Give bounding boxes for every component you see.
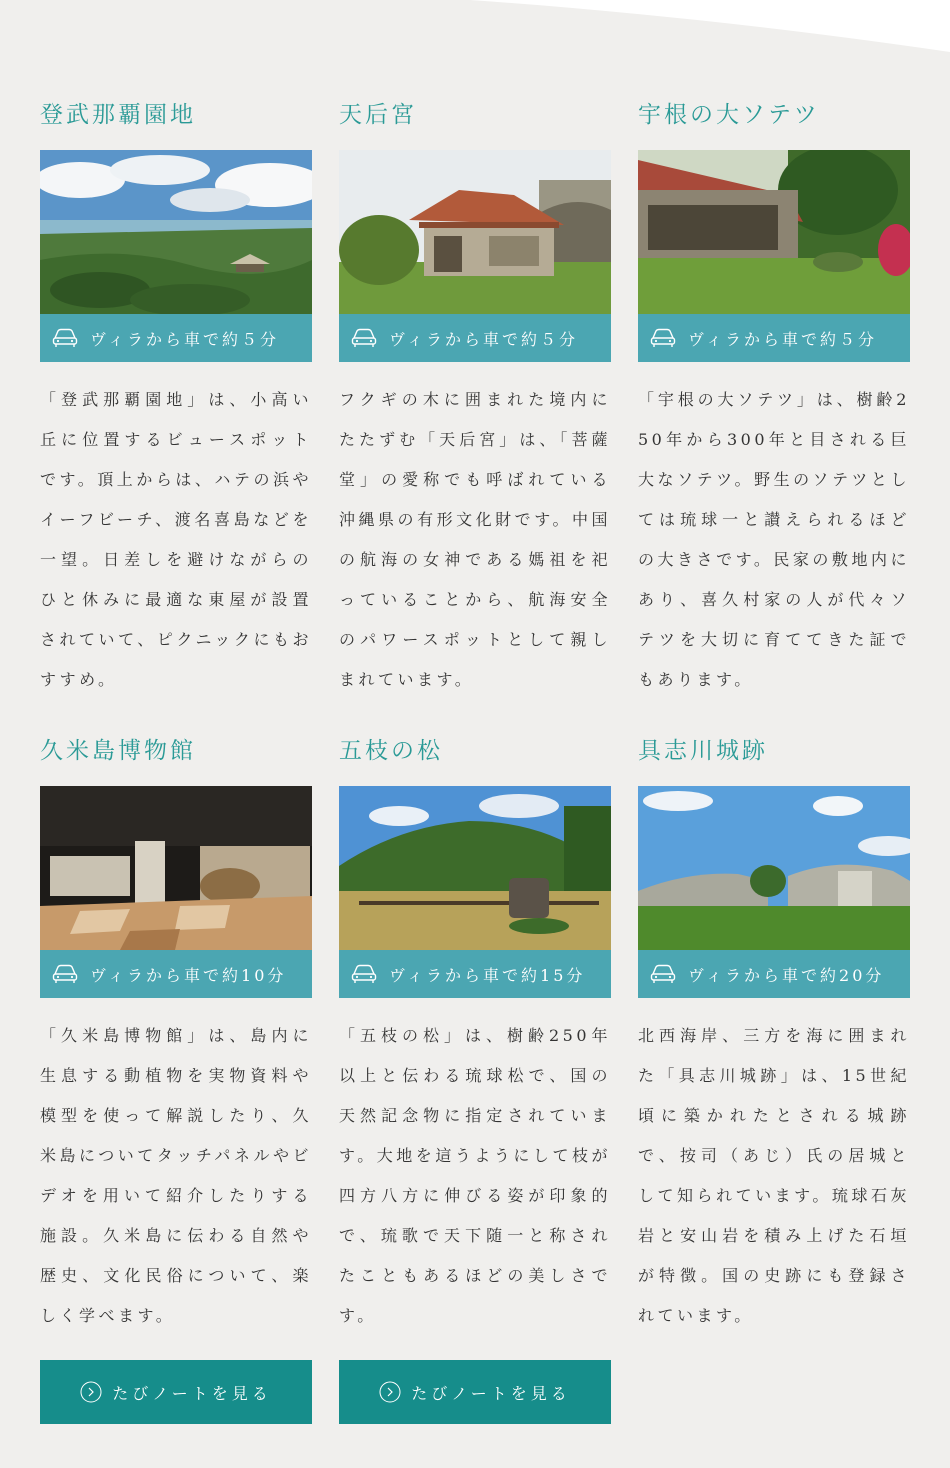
car-icon [650, 964, 676, 984]
spot-title: 天后宮 [339, 102, 417, 128]
spot-title: 久米島博物館 [40, 738, 196, 764]
hilltop-view-photo [40, 150, 312, 314]
spot-description: 北西海岸、三方を海に囲まれた「具志川城跡」は、15世紀頃に築かれたとされる城跡で、按司（あじ）氏の居城として知られています。琉球石灰岩と安山岩を積み上げた石垣が特徴。国の史跡にも登録されています。 [638, 1026, 910, 1325]
old-house-photo [638, 150, 910, 314]
spot-photo [339, 786, 611, 998]
button-label: たびノートを見る [411, 1383, 571, 1403]
access-text: ヴィラから車で約５分 [688, 329, 878, 349]
castle-ruins-photo [638, 786, 910, 950]
car-icon [351, 328, 377, 348]
view-travel-note-button[interactable] [40, 1360, 312, 1424]
access-text: ヴィラから車で約20分 [688, 965, 885, 985]
museum-photo [40, 786, 312, 950]
spot-description: 「久米島博物館」は、島内に生息する動植物を実物資料や模型を使って解説したり、久米島についてタッチパネルやビデオを用いて紹介したりする施設。久米島に伝わる自然や歴史、文化民俗について、楽しく学べます。 [40, 1026, 312, 1325]
spot-photo [638, 150, 910, 362]
spot-description: フクギの木に囲まれた境内にたたずむ「天后宮」は、「菩薩堂」の愛称でも呼ばれている沖縄県の有形文化財です。中国の航海の女神である媽祖を祀っていることから、航海安全のパワースポットとして親しまれています。 [339, 390, 611, 689]
circle-arrow-icon [80, 1381, 102, 1403]
spot-card [40, 731, 312, 1336]
access-text: ヴィラから車で約10分 [90, 965, 287, 985]
spot-photo [40, 786, 312, 998]
view-travel-note-button[interactable] [339, 1360, 611, 1424]
spot-card [339, 731, 611, 1336]
car-icon [52, 964, 78, 984]
spot-title: 具志川城跡 [638, 738, 768, 764]
access-bar [339, 314, 611, 362]
car-icon [650, 328, 676, 348]
access-bar [40, 950, 312, 998]
spot-card [339, 95, 611, 700]
access-text: ヴィラから車で約15分 [389, 965, 586, 985]
pine-tree-photo [339, 786, 611, 950]
spot-card [638, 95, 910, 700]
spot-card [638, 731, 910, 1336]
spot-title: 登武那覇園地 [40, 102, 196, 128]
car-icon [351, 964, 377, 984]
spot-photo [339, 150, 611, 362]
spot-title: 宇根の大ソテツ [638, 102, 820, 128]
access-bar [638, 950, 910, 998]
spot-description: 「登武那覇園地」は、小高い丘に位置するビュースポットです。頂上からは、ハテの浜やイーフビーチ、渡名喜島などを一望。日差しを避けながらのひと休みに最適な東屋が設置されていて、ピクニックにもおすすめ。 [40, 390, 312, 689]
access-text: ヴィラから車で約５分 [90, 329, 280, 349]
spot-description: 「五枝の松」は、樹齢250年以上と伝わる琉球松で、国の天然記念物に指定されています。大地を這うようにして枝が四方八方に伸びる姿が印象的で、琉歌で天下随一と称されたこともあるほどの美しさです。 [339, 1026, 611, 1325]
top-wave-decoration [0, 0, 950, 80]
spot-card [40, 95, 312, 700]
spot-description: 「宇根の大ソテツ」は、樹齢250年から300年と目される巨大なソテツ。野生のソテツとしては琉球一と讃えられるほどの大きさです。民家の敷地内にあり、喜久村家の人が代々ソテツを大切に育ててきた証でもあります。 [638, 390, 910, 689]
shrine-photo [339, 150, 611, 314]
access-bar [339, 950, 611, 998]
car-icon [52, 328, 78, 348]
circle-arrow-icon [379, 1381, 401, 1403]
access-text: ヴィラから車で約５分 [389, 329, 579, 349]
button-label: たびノートを見る [112, 1383, 272, 1403]
spot-title: 五枝の松 [339, 738, 443, 764]
spot-photo [40, 150, 312, 362]
access-bar [40, 314, 312, 362]
spot-photo [638, 786, 910, 998]
access-bar [638, 314, 910, 362]
